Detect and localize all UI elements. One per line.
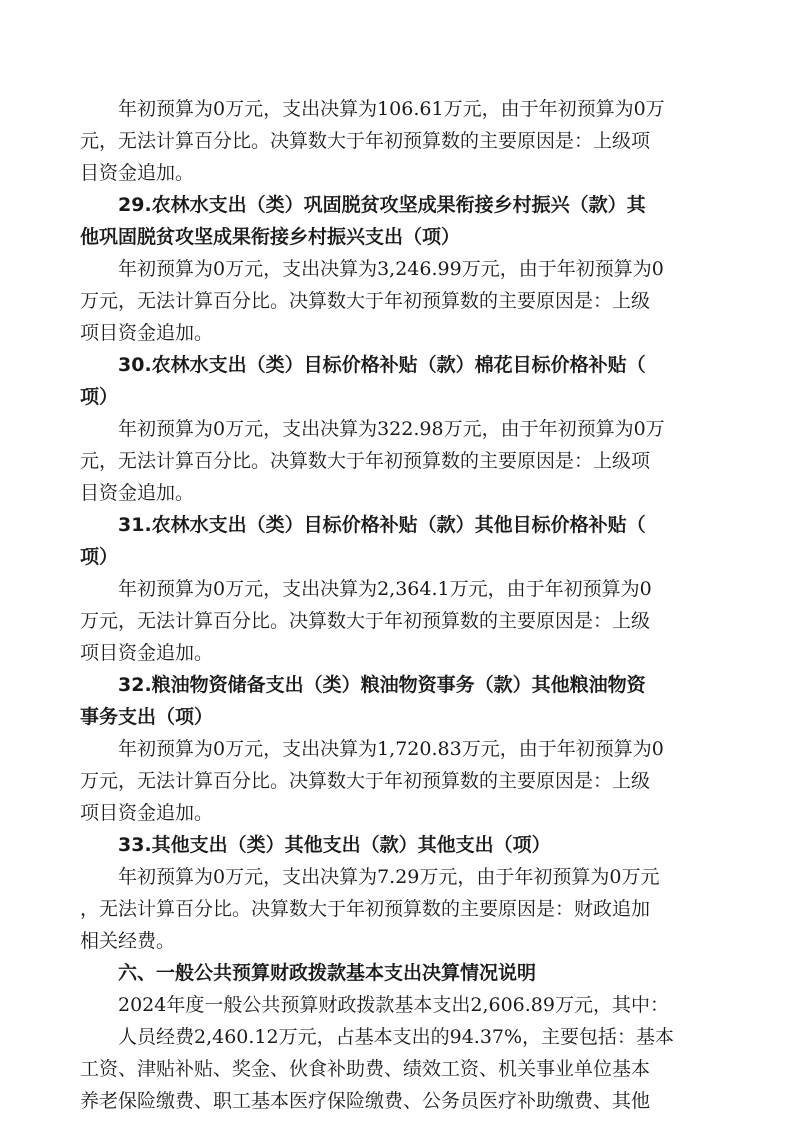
paragraph-line: 工资、津贴补贴、奖金、伙食补助费、绩效工资、机关事业单位基本 [80, 1058, 651, 1080]
section-heading: 31.农林水支出（类）目标价格补贴（款）其他目标价格补贴（ [118, 514, 646, 536]
paragraph-line: 目资金追加。 [80, 482, 195, 504]
section-heading: 事务支出（项） [80, 706, 214, 728]
paragraph-line: 养老保险缴费、职工基本医疗保险缴费、公务员医疗补助缴费、其他 [80, 1090, 651, 1112]
section-heading: 32.粮油物资储备支出（类）粮油物资事务（款）其他粮油物资 [118, 674, 646, 696]
paragraph-line: 元，无法计算百分比。决算数大于年初预算数的主要原因是：上级项 [80, 450, 651, 472]
paragraph-line: 年初预算为0万元，支出决算为106.61万元，由于年初预算为0万 [118, 98, 665, 120]
paragraph-line: 人员经费2,460.12万元，占基本支出的94.37%，主要包括：基本 [118, 1026, 675, 1048]
paragraph-line: ，无法计算百分比。决算数大于年初预算数的主要原因是：财政追加 [80, 898, 651, 920]
paragraph-line: 项目资金追加。 [80, 642, 214, 664]
paragraph-line: 万元，无法计算百分比。决算数大于年初预算数的主要原因是：上级 [80, 290, 651, 312]
paragraph-line: 年初预算为0万元，支出决算为322.98万元，由于年初预算为0万 [118, 418, 665, 440]
paragraph-line: 2024年度一般公共预算财政拨款基本支出2,606.89万元，其中： [118, 994, 669, 1016]
paragraph-line: 年初预算为0万元，支出决算为1,720.83万元，由于年初预算为0 [118, 738, 664, 760]
paragraph-line: 万元，无法计算百分比。决算数大于年初预算数的主要原因是：上级 [80, 770, 651, 792]
paragraph-line: 万元，无法计算百分比。决算数大于年初预算数的主要原因是：上级 [80, 610, 651, 632]
paragraph-line: 元，无法计算百分比。决算数大于年初预算数的主要原因是：上级项 [80, 130, 651, 152]
paragraph-line: 项目资金追加。 [80, 322, 214, 344]
section-heading: 29.农林水支出（类）巩固脱贫攻坚成果衔接乡村振兴（款）其 [118, 194, 646, 216]
paragraph-line: 相关经费。 [80, 930, 176, 952]
paragraph-line: 年初预算为0万元，支出决算为3,246.99万元，由于年初预算为0 [118, 258, 664, 280]
paragraph-line: 年初预算为0万元，支出决算为2,364.1万元，由于年初预算为0 [118, 578, 652, 600]
paragraph-line: 年初预算为0万元，支出决算为7.29万元，由于年初预算为0万元 [118, 866, 660, 888]
paragraph-line: 项目资金追加。 [80, 802, 214, 824]
paragraph-line: 目资金追加。 [80, 162, 195, 184]
section-heading: 30.农林水支出（类）目标价格补贴（款）棉花目标价格补贴（ [118, 354, 646, 376]
section-heading: 六、一般公共预算财政拨款基本支出决算情况说明 [118, 962, 537, 984]
section-heading: 项） [80, 546, 119, 568]
section-heading: 项） [80, 386, 119, 408]
section-heading: 他巩固脱贫攻坚成果衔接乡村振兴支出（项） [80, 226, 461, 248]
section-heading: 33.其他支出（类）其他支出（款）其他支出（项） [118, 834, 551, 856]
